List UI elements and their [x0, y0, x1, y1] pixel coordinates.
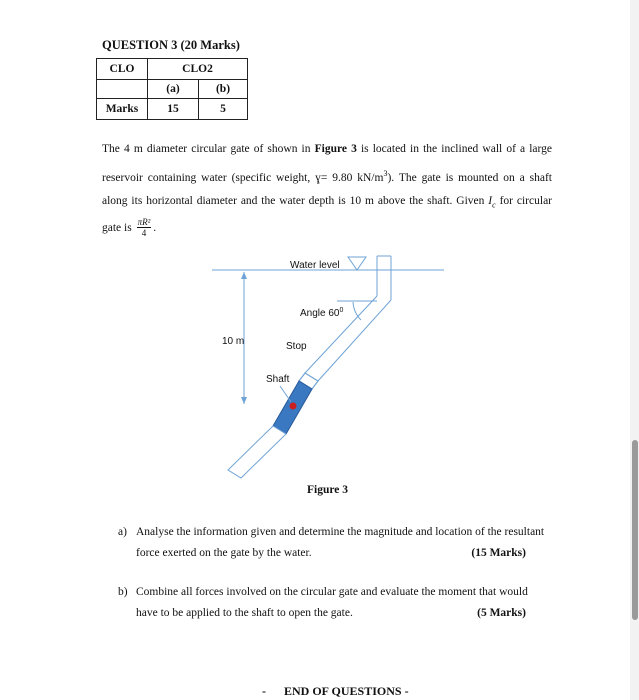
- question-a-label: a): [118, 526, 127, 538]
- clo-header: CLO: [97, 59, 148, 80]
- scrollbar-thumb[interactable]: [632, 440, 638, 620]
- figure-reference: Figure 3: [314, 143, 357, 155]
- shaft-leader-line: [280, 386, 291, 402]
- part-b-header: (b): [199, 80, 248, 99]
- gate-diagram: [200, 248, 450, 480]
- angle-label: Angle $60^0$: [300, 307, 344, 319]
- inclined-wall-lower: [228, 426, 286, 478]
- question-a-marks: (15 Marks): [471, 547, 526, 559]
- depth-arrow-bottom: [241, 397, 247, 404]
- part-a-header: (a): [148, 80, 199, 99]
- ic-symbol: I: [488, 194, 493, 207]
- question-b-marks: (5 Marks): [477, 607, 526, 619]
- shaft-label: Shaft: [266, 374, 290, 385]
- empty-cell: [97, 80, 148, 99]
- clo-table: [96, 58, 248, 120]
- figure-caption: Figure 3: [307, 484, 348, 496]
- question-title: QUESTION 3 (20 Marks): [102, 38, 240, 52]
- water-level-label: Water level: [290, 260, 340, 271]
- inertia-fraction: $\frac{\text{πR²}}{4}$: [137, 217, 151, 239]
- question-b-label: b): [118, 586, 128, 598]
- shaft-point: [290, 403, 297, 410]
- depth-arrow-top: [241, 272, 247, 279]
- stop-label: Stop: [286, 341, 307, 352]
- marks-a: 15: [148, 99, 199, 120]
- reservoir-wall: [377, 256, 391, 300]
- marks-label: Marks: [97, 99, 148, 120]
- end-of-questions: - END OF QUESTIONS -: [262, 684, 409, 698]
- question-b: b) Combine all forces involved on the circular gate and evaluate the moment that would have to be applied to the shaft to open the gate. (5 Marks): [118, 582, 554, 624]
- depth-label: 10 m: [222, 336, 245, 347]
- gamma-symbol: ɣ: [315, 171, 321, 184]
- question-a: a) Analyse the information given and determine the magnitude and location of the resultant force exerted on the gate by the water. (15 Marks): [118, 522, 554, 564]
- problem-statement: The 4 m diameter circular gate of shown in Figure 3 is located in the inclined wall of a large reservoir containing water (specific weight, ɣ= 9.80 $kN/m^3$). The gate is mounted on a shaft along its horizontal diameter and the water depth is 10 m above the shaft. Given $I_c$ for circular gate is $\frac{\text{πR²}}{4}$ .: [102, 143, 553, 239]
- water-level-triangle: [348, 257, 366, 270]
- marks-b: 5: [199, 99, 248, 120]
- clo-value: CLO2: [148, 59, 248, 80]
